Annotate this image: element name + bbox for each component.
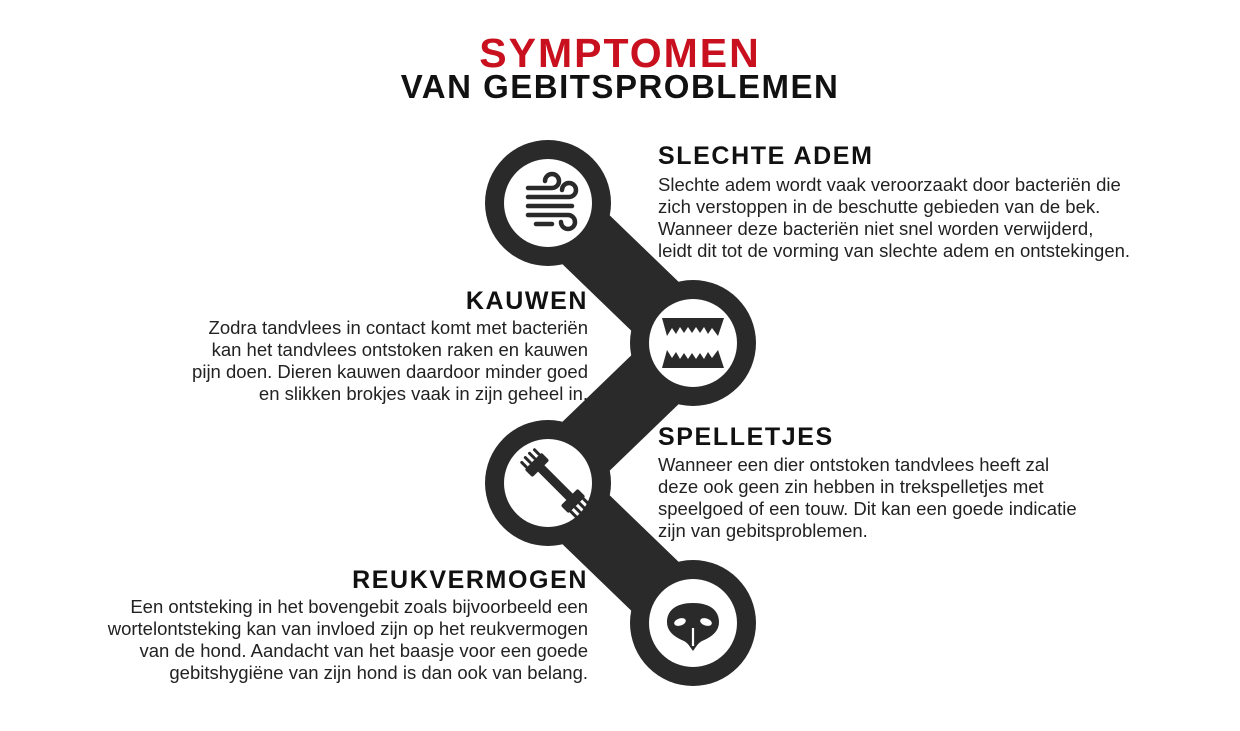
- node-kauwen: [630, 280, 756, 406]
- node-reukvermogen: [630, 560, 756, 686]
- heading-spelletjes: SPELLETJES: [658, 423, 834, 451]
- chain-connectors: [548, 203, 693, 623]
- heading-kauwen: KAUWEN: [465, 287, 588, 315]
- text-spelletjes: Wanneer een dier ontstoken tandvlees heeft zal deze ook geen zin hebben in trekspelletjes met speelgoed of een touw. Dit kan een goede indicatie zijn van gebitsproblemen.: [658, 454, 1077, 541]
- text-slechte-adem: Slechte adem wordt vaak veroorzaakt door bacteriën die zich verstoppen in de beschutte gebieden van de bek. Wanneer deze bacteriën niet snel worden verwijderd, leidt dit tot de vorming van slechte adem en ontstekingen.: [658, 174, 1131, 261]
- title-line-1: SYMPTOMEN: [479, 30, 761, 76]
- text-kauwen: Zodra tandvlees in contact komt met bacteriën kan het tandvlees ontstoken raken en kauwen pijn doen. Dieren kauwen daardoor minder goed en slikken brokjes vaak in zijn geheel in.: [192, 317, 588, 404]
- text-reukvermogen: Een ontsteking in het bovengebit zoals bijvoorbeeld een wortelontsteking kan van invloed zijn op het reukvermogen van de hond. Aandacht van het baasje voor een goede gebitshygiëne van zijn hond is dan ook van belang.: [107, 596, 588, 683]
- node-spelletjes: [485, 420, 611, 546]
- title-line-2: VAN GEBITSPROBLEMEN: [400, 68, 840, 105]
- heading-slechte-adem: SLECHTE ADEM: [658, 142, 874, 170]
- node-slechte-adem: [485, 140, 611, 266]
- heading-reukvermogen: REUKVERMOGEN: [352, 566, 588, 594]
